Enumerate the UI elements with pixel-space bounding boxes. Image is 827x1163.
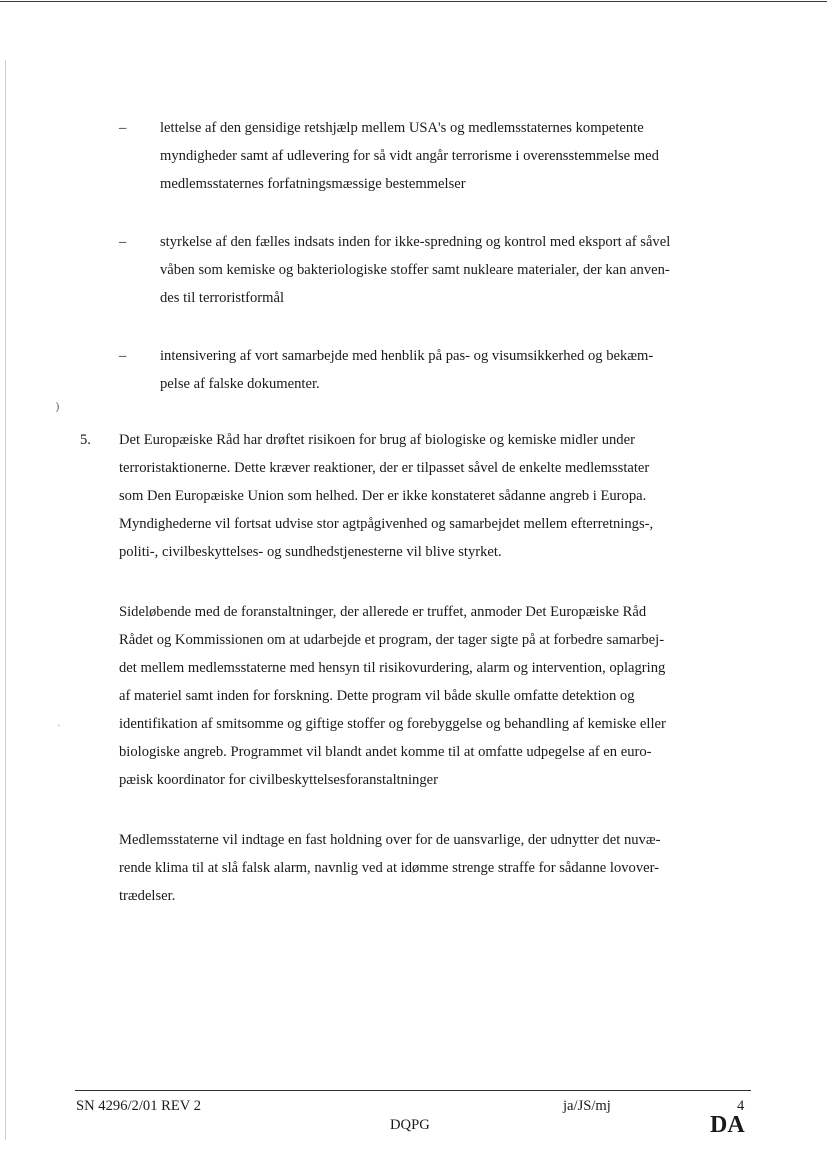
top-border	[0, 1, 827, 2]
program-paragraph: Sideløbende med de foranstaltninger, der allerede er truffet, anmoder Det Europæiske Råd Rådet og Kommissionen om at udarbejde et program, der tager sigte på at forbedre samarbej- det mellem medlemsstaterne med hensyn til risikovurdering, alarm og intervention, oplagring af materiel samt inden for forskning. Dette program vil både skulle omfatte detektion og identifikation af smitsomme og giftige stoffer og forebyggelse og behandling af kemiske eller biologiske angreb. Programmet vil blandt andet komme til at omfatte udpegelse af en euro- pæisk koordinator for civilbeskyttelsesforanstaltninger	[119, 604, 666, 788]
scan-mark: ⁾	[55, 400, 60, 422]
bullet-marker: –	[119, 120, 127, 136]
bullet-marker: –	[119, 234, 127, 250]
section-number: 5.	[80, 432, 91, 448]
doc-reference: SN 4296/2/01 REV 2	[76, 1098, 202, 1114]
bullet-item: lettelse af den gensidige retshjælp mellem USA's og medlemsstaternes kompetente myndigheder samt af udlevering for så vidt angår terrorisme i overensstemmelse med medlemsstaternes forfatningsmæssige bestemmelser	[160, 120, 659, 192]
member-states-paragraph: Medlemsstaterne vil indtage en fast holdning over for de uansvarlige, der udnytter det nuvæ- rende klima til at slå falsk alarm, navnlig ved at idømme strenge straffe for sådanne lovover- trædelser.	[119, 832, 661, 904]
page-number: 4	[737, 1098, 745, 1114]
bullet-marker: –	[119, 348, 127, 364]
scan-edge	[5, 60, 6, 1140]
bullet-item: intensivering af vort samarbejde med henblik på pas- og visumsikkerhed og bekæm- pelse af falske dokumenter.	[160, 348, 654, 392]
scan-mark: ˋ	[57, 722, 61, 736]
author-initials: ja/JS/mj	[563, 1098, 611, 1114]
department-code: DQPG	[390, 1117, 430, 1133]
section-5-paragraph: Det Europæiske Råd har drøftet risikoen for brug af biologiske og kemiske midler under terroristaktionerne. Dette kræver reaktioner, der er tilpasset såvel de enkelte medlemsstater som Den Europæiske Union som helhed. Der er ikke konstateret sådanne angreb i Europa. Myndighederne vil fortsat udvise stor agtpågivenhed og samarbejdet mellem efterretnings-, politi-, civilbeskyttelses- og sundhedstjenesterne vil blive styrket.	[119, 432, 654, 560]
language-code: DA	[710, 1112, 745, 1138]
footer-rule	[75, 1090, 751, 1091]
bullet-item: styrkelse af den fælles indsats inden for ikke-spredning og kontrol med eksport af såvel våben som kemiske og bakteriologiske stoffer samt nukleare materialer, der kan anven- des til terroristformål	[160, 234, 671, 306]
